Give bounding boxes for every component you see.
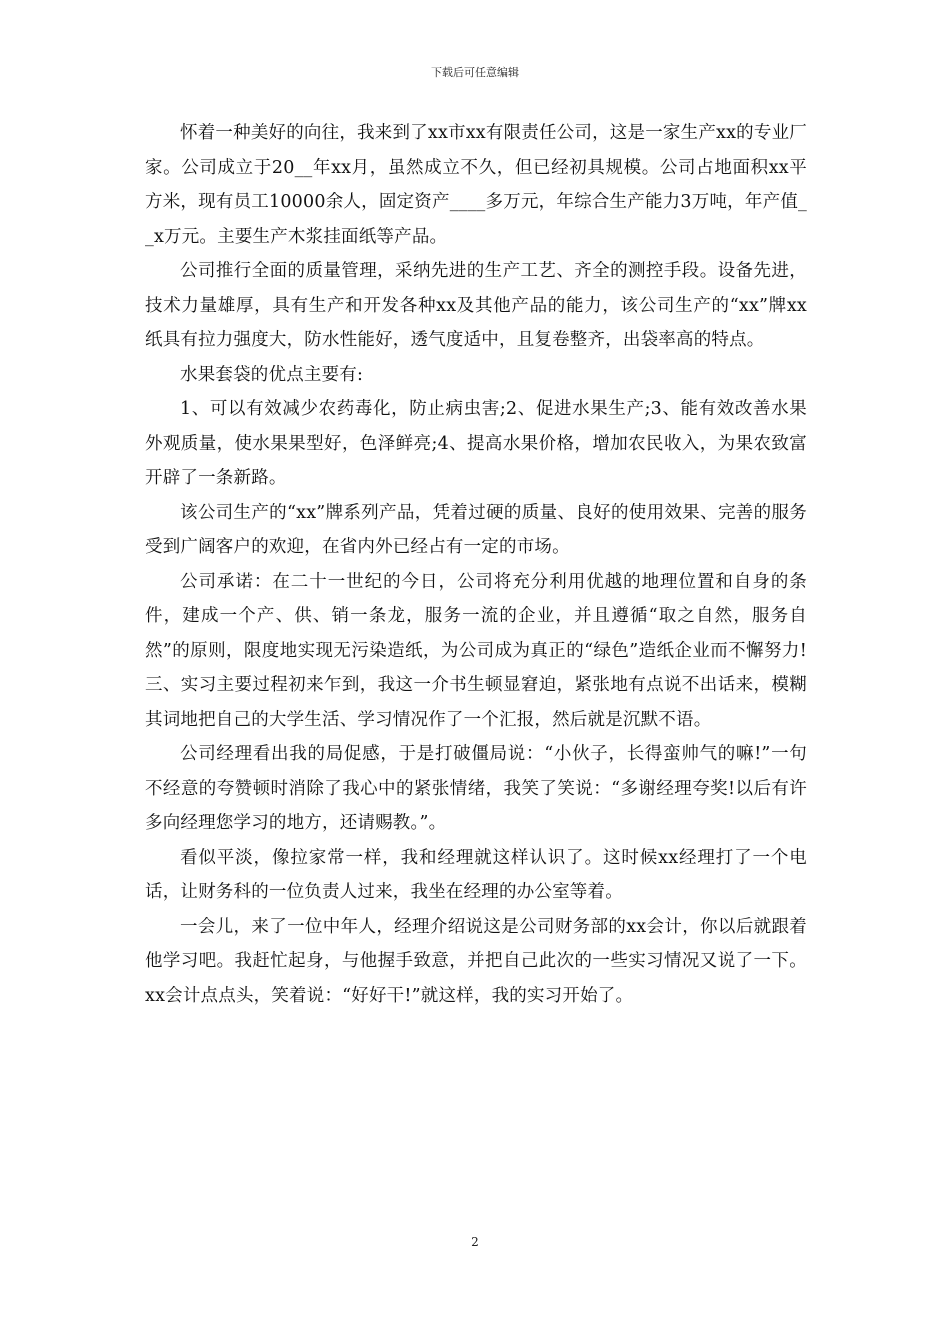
paragraph-company-intro: 怀着一种美好的向往，我来到了xx市xx有限责任公司，这是一家生产xx的专业厂家。公司成立于20__年xx月，虽然成立不久，但已经初具规模。公司占地面积xx平方米，现有员工10000余人，固定资产____多万元，年综合生产能力3万吨，年产值__x万元。主要生产木浆挂面纸等产品。 <box>145 123 807 247</box>
paragraph-manager-conversation: 公司经理看出我的局促感，于是打破僵局说：“小伙子，长得蛮帅气的嘛!”一句不经意的夸赞顿时消除了我心中的紧张情绪，我笑了笑说：“多谢经理夸奖!以后有许多向经理您学习的地方，还请赐教。”。 <box>145 744 807 833</box>
paragraph-product-market: 该公司生产的“xx”牌系列产品，凭着过硬的质量、良好的使用效果、完善的服务受到广阔客户的欢迎，在省内外已经占有一定的市场。 <box>145 502 807 557</box>
paragraph-fruit-bag-heading: 水果套袋的优点主要有: <box>180 364 364 385</box>
paragraph-internship-start: 一会儿，来了一位中年人，经理介绍说这是公司财务部的xx会计，你以后就跟着他学习吧。我赶忙起身，与他握手致意，并把自己此次的一些实习情况又说了一下。xx会计点点头，笑着说：“好好干!”就这样，我的实习开始了。 <box>145 916 807 1006</box>
paragraph-fruit-bag-advantages: 1、可以有效减少农药毒化，防止病虫害;2、促进水果生产;3、能有效改善水果外观质量，使水果果型好，色泽鲜亮;4、提高水果价格，增加农民收入，为果农致富开辟了一条新路。 <box>145 399 807 488</box>
paragraph-company-commitment: 公司承诺：在二十一世纪的今日，公司将充分利用优越的地理位置和自身的条件，建成一个产、供、销一条龙，服务一流的企业，并且遵循“取之自然，服务自然”的原则，限度地实现无污染造纸，为公司成为真正的“绿色”造纸企业而不懈努力!三、实习主要过程初来乍到，我这一介书生顿显窘迫，紧张地有点说不出话来，模糊其词地把自己的大学生活、学习情况作了一个汇报，然后就是沉默不语。 <box>145 571 807 730</box>
paragraph-quality-management: 公司推行全面的质量管理，采纳先进的生产工艺、齐全的测控手段。设备先进，技术力量雄厚，具有生产和开发各种xx及其他产品的能力，该公司生产的“xx”牌xx纸具有拉力强度大，防水性能好，透气度适中，且复卷整齐，出袋率高的特点。 <box>145 261 807 350</box>
page-number: 2 <box>471 1235 479 1249</box>
paragraph-meeting-manager: 看似平淡，像拉家常一样，我和经理就这样认识了。这时候xx经理打了一个电话，让财务科的一位负责人过来，我坐在经理的办公室等着。 <box>145 847 807 902</box>
page-header: 下载后可任意编辑 <box>431 66 519 79</box>
document-body <box>145 116 807 1013</box>
